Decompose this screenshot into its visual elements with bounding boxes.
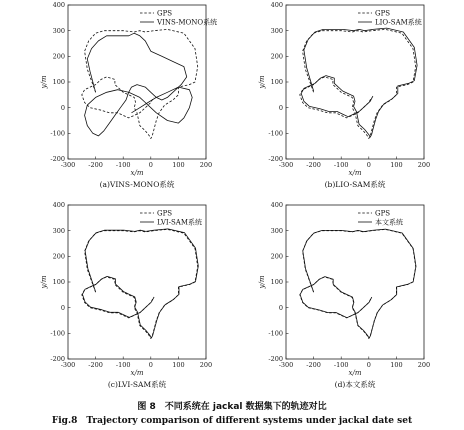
y-tick-label: 200	[52, 52, 65, 61]
x-tick-label: -300	[60, 361, 76, 369]
series-system-line	[300, 229, 416, 338]
x-axis-label: x/m	[130, 369, 144, 377]
plot-frame	[286, 205, 424, 359]
plot-frame	[68, 5, 206, 159]
y-tick-label: 0	[60, 103, 65, 112]
y-tick-label: -200	[268, 355, 283, 364]
x-tick-label: 200	[417, 161, 431, 169]
y-tick-label: 100	[52, 78, 65, 87]
y-tick-label: 400	[52, 1, 65, 10]
y-tick-label: -200	[50, 155, 65, 164]
series-system-line	[301, 28, 417, 137]
x-tick-label: 0	[366, 161, 371, 169]
x-tick-label: 100	[390, 161, 403, 169]
plot-frame	[286, 5, 424, 159]
x-tick-label: 0	[148, 361, 153, 369]
x-tick-label: 100	[172, 361, 185, 369]
x-axis-label: x/m	[130, 169, 144, 177]
y-axis-label: y/m	[258, 275, 266, 289]
x-tick-label: -100	[115, 361, 131, 369]
x-tick-label: -200	[306, 161, 321, 169]
chart-panel-2	[258, 1, 430, 189]
x-tick-label: 200	[199, 161, 213, 169]
y-tick-label: 0	[278, 103, 283, 112]
figure-caption-en: Fig.8 Trajectory comparison of different systems under jackal date set	[51, 416, 413, 426]
x-tick-label: 0	[148, 161, 153, 169]
y-tick-label: 200	[52, 252, 65, 261]
series-gps-line	[300, 229, 416, 338]
y-tick-label: 200	[270, 252, 283, 261]
y-tick-label: 0	[60, 303, 65, 312]
y-axis-label: y/m	[40, 75, 48, 89]
x-tick-label: 100	[390, 361, 403, 369]
x-tick-label: -200	[306, 361, 321, 369]
x-tick-label: -300	[278, 361, 294, 369]
legend-label: LIO-SAM系统	[375, 18, 422, 27]
legend-label: LVI-SAM系统	[157, 218, 203, 227]
subfigure-caption: (a)VINS-MONO系统	[99, 180, 175, 189]
x-tick-label: -300	[60, 161, 76, 169]
subfigure-caption: (d)本文系统	[334, 380, 376, 389]
chart-panel-3	[40, 201, 212, 389]
series-system-line	[82, 229, 198, 338]
chart-panel-1	[40, 1, 217, 189]
x-tick-label: 100	[172, 161, 185, 169]
y-axis-label: y/m	[40, 275, 48, 289]
x-tick-label: -100	[333, 161, 349, 169]
subfigure-caption: (b)LIO-SAM系统	[324, 180, 386, 189]
plot-frame	[68, 205, 206, 359]
x-tick-label: -300	[278, 161, 294, 169]
x-tick-label: 0	[366, 361, 371, 369]
legend-label: GPS	[157, 9, 173, 18]
legend-label: GPS	[375, 9, 391, 18]
y-tick-label: -100	[268, 129, 283, 138]
y-tick-label: 300	[52, 26, 65, 35]
subfigure-caption: (c)LVI-SAM系统	[107, 380, 167, 389]
series-gps-line	[82, 29, 198, 138]
figure-caption-cn: 图 8 不同系统在 jackal 数据集下的轨迹对比	[137, 402, 327, 412]
y-tick-label: 100	[270, 78, 283, 87]
y-tick-label: -100	[50, 329, 65, 338]
series-system-line	[85, 33, 193, 136]
y-tick-label: 0	[278, 303, 283, 312]
y-axis-label: y/m	[258, 75, 266, 89]
y-tick-label: 400	[52, 201, 65, 210]
y-tick-label: 400	[270, 1, 283, 10]
chart-panel-4	[258, 201, 430, 389]
y-tick-label: -200	[50, 355, 65, 364]
legend-label: GPS	[375, 209, 391, 218]
x-axis-label: x/m	[348, 169, 362, 177]
y-tick-label: -100	[50, 129, 65, 138]
x-tick-label: -200	[88, 161, 103, 169]
legend-label: GPS	[157, 209, 173, 218]
legend-label: VINS-MONO系统	[157, 18, 218, 27]
y-tick-label: 300	[270, 26, 283, 35]
y-tick-label: 100	[52, 278, 65, 287]
x-tick-label: -200	[88, 361, 103, 369]
x-tick-label: 200	[417, 361, 431, 369]
y-tick-label: 300	[52, 226, 65, 235]
x-tick-label: -100	[115, 161, 131, 169]
y-tick-label: 100	[270, 278, 283, 287]
series-gps-line	[300, 29, 416, 138]
y-tick-label: -100	[268, 329, 283, 338]
x-axis-label: x/m	[348, 369, 362, 377]
x-tick-label: -100	[333, 361, 349, 369]
y-tick-label: 200	[270, 52, 283, 61]
legend-label: 本文系统	[375, 218, 403, 227]
y-tick-label: 300	[270, 226, 283, 235]
y-tick-label: 400	[270, 201, 283, 210]
x-tick-label: 200	[199, 361, 213, 369]
y-tick-label: -200	[268, 155, 283, 164]
